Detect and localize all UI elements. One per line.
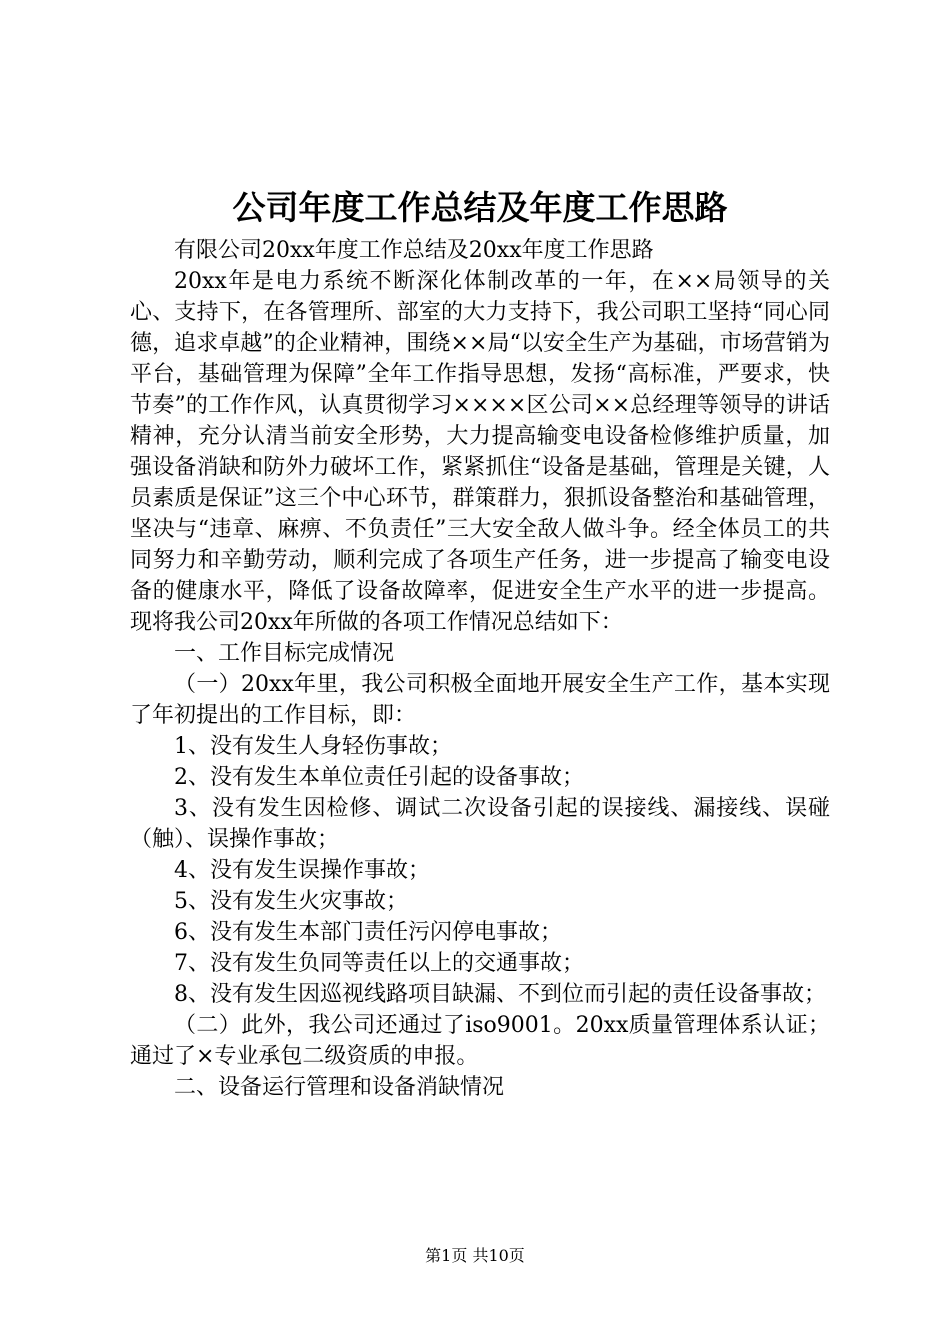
list-item-6: 6、没有发生本部门责任污闪停电事故； <box>174 920 562 945</box>
list-item-5: 5、没有发生火灾事故； <box>174 889 408 914</box>
document-title: 公司年度工作总结及年度工作思路 <box>232 188 728 227</box>
list-item-7: 7、没有发生负同等责任以上的交通事故； <box>174 951 584 976</box>
list-item-2: 2、没有发生本单位责任引起的设备事故； <box>174 765 584 790</box>
section-heading-1: 一、工作目标完成情况 <box>174 641 395 666</box>
paragraph-subsection-2: （二）此外，我公司还通过了iso9001。20xx质量管理体系认证；通过了×专业承包二级资质的申报。 <box>130 1013 830 1069</box>
section-heading-2: 二、设备运行管理和设备消缺情况 <box>174 1075 505 1100</box>
list-item-8: 8、没有发生因巡视线路项目缺漏、不到位而引起的责任设备事故； <box>174 982 826 1007</box>
paragraph-subtitle: 有限公司20xx年度工作总结及20xx年度工作思路 <box>174 238 654 263</box>
paragraph-intro: 20xx年是电力系统不断深化体制改革的一年，在××局领导的关心、支持下，在各管理所、部室的大力支持下，我公司职工坚持“同心同德，追求卓越”的企业精神，围绕××局“以安全生产为基础，市场营销为平台，基础管理为保障”全年工作指导思想，发扬“高标准，严要求，快节奏”的工作作风，认真贯彻学习××××区公司××总经理等领导的讲话精神，充分认清当前安全形势，大力提高输变电设备检修维护质量，加强设备消缺和防外力破坏工作，紧紧抓住“设备是基础，管理是关键，人员素质是保证”这三个中心环节，群策群力，狠抓设备整治和基础管理，坚决与“违章、麻痹、不负责任”三大安全敌人做斗争。经全体员工的共同努力和辛勤劳动，顺利完成了各项生产任务，进一步提高了输变电设备的健康水平，降低了设备故障率，促进安全生产水平的进一步提高。现将我公司20xx年所做的各项工作情况总结如下： <box>130 269 830 635</box>
list-item-1: 1、没有发生人身轻伤事故； <box>174 734 452 759</box>
list-item-3: 3、没有发生因检修、调试二次设备引起的误接线、漏接线、误碰（触）、误操作事故； <box>130 796 830 852</box>
document-body <box>130 235 830 1103</box>
page-footer: 第1页 共10页 <box>425 1246 525 1265</box>
list-item-4: 4、没有发生误操作事故； <box>174 858 430 883</box>
paragraph-subsection-1: （一）20xx年里，我公司积极全面地开展安全生产工作，基本实现了年初提出的工作目标，即： <box>130 672 830 728</box>
